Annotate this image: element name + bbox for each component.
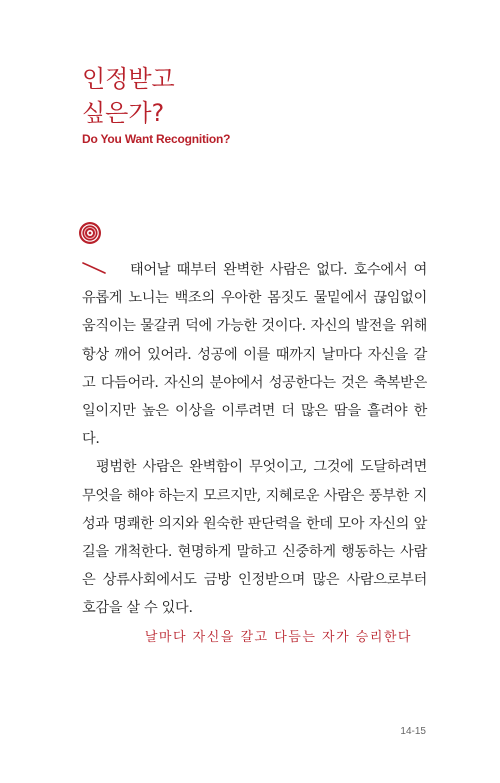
title-line-1: 인정받고: [82, 65, 175, 93]
title-line-2: 싶은가?: [82, 99, 165, 127]
page-number: 14-15: [400, 726, 426, 737]
body-paragraph-2: 평범한 사람은 완벽함이 무엇이고, 그것에 도달하려면 무엇을 해야 하는지 모르지만, 지혜로운 사람은 풍부한 지성과 명쾌한 의지와 원숙한 판단력을 한데 모아 자신의 앞길을 개척한다. 현명하게 말하고 신중하게 행동하는 사람은 상류사회에서도 금방 인정받으며 많은 사람으로부터 호감을 살 수 있다.: [82, 459, 427, 617]
body-text: [82, 256, 427, 623]
closing-quote: 날마다 자신을 갈고 다듬는 자가 승리한다: [144, 630, 412, 645]
red-circle-emblem-icon: [78, 221, 102, 245]
subtitle: Do You Want Recognition?: [82, 132, 231, 146]
page-title: [82, 62, 175, 130]
body-paragraph-1: 태어날 때부터 완벽한 사람은 없다. 호수에서 여유롭게 노니는 백조의 우아한 몸짓도 물밑에서 끊임없이 움직이는 물갈퀴 덕에 가능한 것이다. 자신의 발전을 위해 항상 깨어 있어라. 성공에 이를 때까지 날마다 자신을 갈고 다듬어라. 자신의 분야에서 성공한다는 것은 축복받은 일이지만 높은 이상을 이루려면 더 많은 땀을 흘려야 한다.: [82, 262, 427, 448]
